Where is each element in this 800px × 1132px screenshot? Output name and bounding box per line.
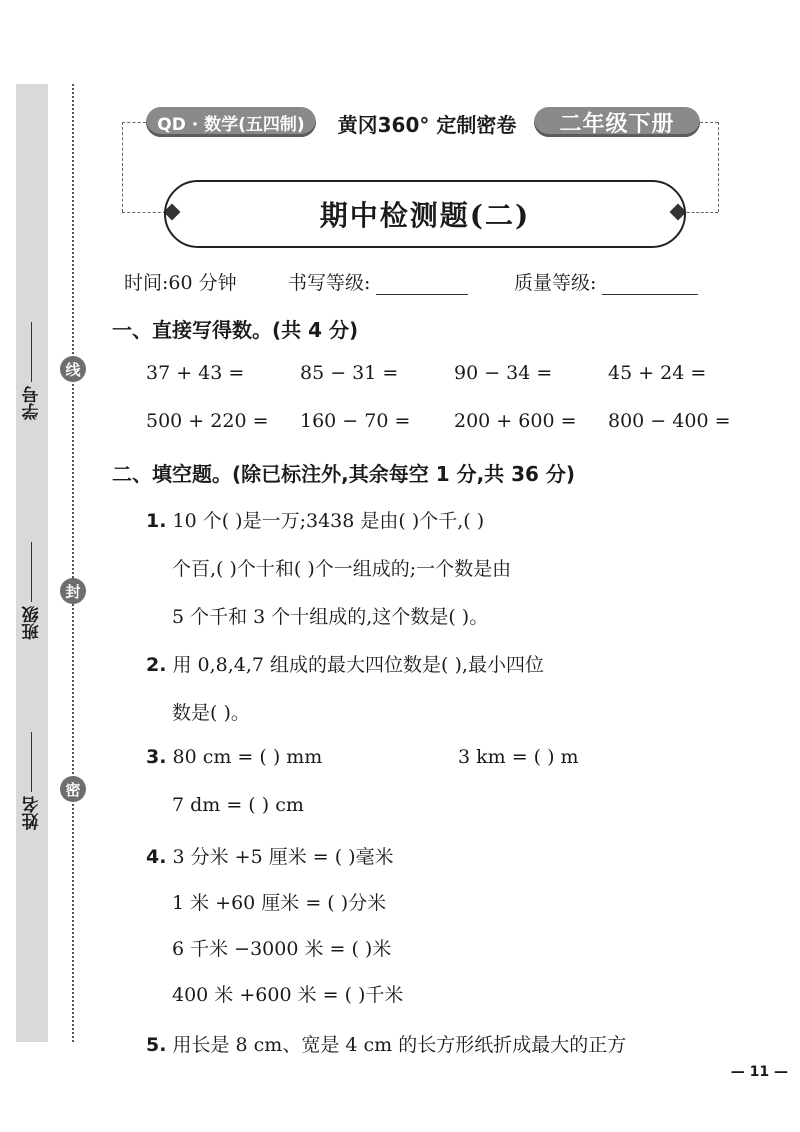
- q2-line2: 数是( )。: [172, 702, 250, 724]
- section1-title: 一、直接写得数。(共 4 分): [112, 318, 359, 342]
- class-underline: [32, 542, 33, 602]
- quality-grade-label: 质量等级:: [514, 272, 597, 294]
- seal-xian: 线: [60, 356, 86, 382]
- writing-grade-label: 书写等级:: [288, 272, 371, 294]
- time-label: 时间:60 分钟: [124, 272, 237, 294]
- q4-d: 400 米 +600 米 = ( )千米: [172, 984, 404, 1006]
- header-frame-bottom-left: [122, 212, 166, 213]
- q5-number: 5.: [146, 1034, 167, 1056]
- grade-badge: 二年级下册: [534, 107, 700, 137]
- q5-text1: 用长是 8 cm、宽是 4 cm 的长方形纸折成最大的正方: [172, 1034, 627, 1056]
- student-no-field: [20, 270, 44, 420]
- q4-c: 6 千米 −3000 米 = ( )米: [172, 938, 392, 960]
- q1-line2: 个百,( )个十和( )个一组成的;一个数是由: [172, 558, 512, 580]
- subject-badge: QD · 数学(五四制): [146, 107, 316, 137]
- class-field: [20, 480, 44, 640]
- q3-a: 80 cm = ( ) mm: [172, 746, 323, 768]
- calc-4: 45 + 24 =: [608, 362, 707, 384]
- page-number: — 11 —: [730, 1064, 788, 1080]
- q1-number: 1.: [146, 510, 167, 532]
- header-frame-top-left: [122, 122, 146, 123]
- exam-title: 期中检测题(二): [164, 180, 686, 248]
- q3-c: 7 dm = ( ) cm: [172, 794, 304, 816]
- section2-title: 二、填空题。(除已标注外,其余每空 1 分,共 36 分): [112, 462, 576, 486]
- q3-line1: [146, 746, 322, 768]
- seal-feng: 封: [60, 578, 86, 604]
- student-no-underline: [32, 322, 33, 382]
- header-frame-top-right: [700, 122, 718, 123]
- name-field: [20, 680, 44, 830]
- quality-grade: [514, 268, 698, 295]
- calc-2: 85 − 31 =: [300, 362, 399, 384]
- q2-line1: [146, 650, 544, 677]
- q4-a: 3 分米 +5 厘米 = ( )毫米: [172, 846, 394, 868]
- writing-grade: [288, 268, 468, 295]
- q3-b: 3 km = ( ) m: [458, 746, 579, 768]
- header-frame-bottom-right: [682, 212, 718, 213]
- quality-grade-blank: [602, 274, 698, 295]
- q1-text1: 10 个( )是一万;3438 是由( )个千,( ): [172, 510, 485, 532]
- name-underline: [32, 732, 33, 792]
- calc-5: 500 + 220 =: [146, 410, 269, 432]
- q3-number: 3.: [146, 746, 167, 768]
- name-label: 姓名: [22, 796, 43, 830]
- calc-7: 200 + 600 =: [454, 410, 577, 432]
- series-name: 黄冈360° 定制密卷: [337, 112, 517, 137]
- class-label: 班级: [22, 606, 43, 640]
- header-frame-right: [718, 122, 719, 212]
- student-no-label: 学号: [22, 386, 43, 420]
- writing-grade-blank: [376, 274, 468, 295]
- q2-number: 2.: [146, 654, 167, 676]
- calc-6: 160 − 70 =: [300, 410, 411, 432]
- q5-line1: [146, 1030, 626, 1057]
- q4-number: 4.: [146, 846, 167, 868]
- seal-mi: 密: [60, 776, 86, 802]
- q1-line1: [146, 506, 484, 533]
- q1-line3: 5 个千和 3 个十组成的,这个数是( )。: [172, 606, 489, 628]
- calc-3: 90 − 34 =: [454, 362, 553, 384]
- q2-text1: 用 0,8,4,7 组成的最大四位数是( ),最小四位: [172, 654, 544, 676]
- header-frame-left: [122, 122, 123, 212]
- calc-1: 37 + 43 =: [146, 362, 245, 384]
- q4-line1: [146, 842, 394, 869]
- cut-line: [72, 84, 74, 1042]
- calc-8: 800 − 400 =: [608, 410, 731, 432]
- q4-b: 1 米 +60 厘米 = ( )分米: [172, 892, 387, 914]
